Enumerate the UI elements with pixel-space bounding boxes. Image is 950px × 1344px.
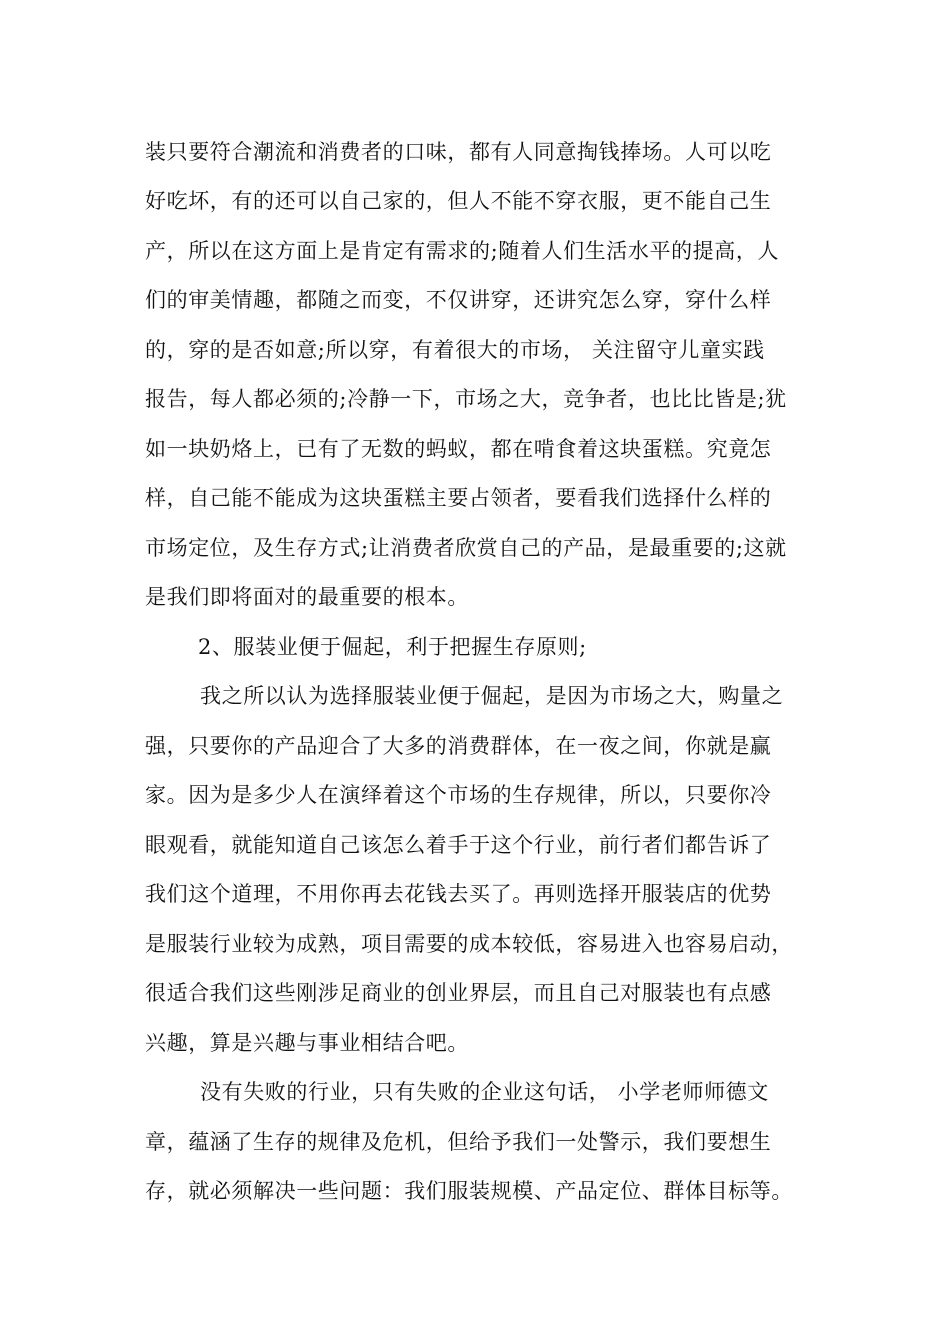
body-text-line: 我之所以认为选择服装业便于倔起，是因为市场之大，购量之 [200, 684, 784, 708]
body-text-line: 市场定位，及生存方式;让消费者欣赏自己的产品，是最重要的;这就 [145, 536, 787, 560]
body-text-line: 家。因为是多少人在演绎着这个市场的生存规律，所以，只要你冷 [145, 783, 772, 807]
body-text-line: 眼观看，就能知道自己该怎么着手于这个行业，前行者们都告诉了 [145, 833, 772, 857]
body-text-line: 是服装行业较为成熟，项目需要的成本较低，容易进入也容易启动， [145, 932, 793, 956]
body-text-line: 我们这个道理，不用你再去花钱去买了。再则选择开服装店的优势 [145, 882, 772, 906]
body-text-line: 的，穿的是否如意;所以穿，有着很大的市场， 关注留守儿童实践 [145, 338, 765, 362]
body-text-line: 好吃坏，有的还可以自己家的，但人不能不穿衣服，更不能自己生 [145, 189, 772, 213]
body-text-line: 很适合我们这些刚涉足商业的创业界层，而且自己对服装也有点感 [145, 981, 772, 1005]
body-text-line: 没有失败的行业，只有失败的企业这句话， 小学老师师德文 [200, 1080, 769, 1104]
body-text-line: 们的审美情趣，都随之而变，不仅讲穿，还讲究怎么穿，穿什么样 [145, 288, 772, 312]
body-text-line: 存，就必须解决一些问题：我们服装规模、产品定位、群体目标等。 [145, 1179, 793, 1203]
body-text-line: 章，蕴涵了生存的规律及危机，但给予我们一处警示，我们要想生 [145, 1130, 772, 1154]
body-text-line: 强，只要你的产品迎合了大多的消费群体，在一夜之间，你就是赢 [145, 734, 772, 758]
body-text-line: 样，自己能不能成为这块蛋糕主要占领者，要看我们选择什么样的 [145, 486, 772, 510]
body-text-line: 产，所以在这方面上是肯定有需求的;随着人们生活水平的提高，人 [145, 239, 780, 263]
section-heading: 2、服装业便于倔起，利于把握生存原则; [198, 635, 587, 659]
body-text-line: 是我们即将面对的最重要的根本。 [145, 585, 469, 609]
body-text-line: 装只要符合潮流和消费者的口味，都有人同意掏钱捧场。人可以吃 [145, 140, 772, 164]
body-text-line: 如一块奶烙上，已有了无数的蚂蚁，都在啃食着这块蛋糕。究竟怎 [145, 437, 772, 461]
body-text-line: 报告，每人都必须的;冷静一下，市场之大，竞争者，也比比皆是;犹 [145, 387, 787, 411]
body-text-line: 兴趣，算是兴趣与事业相结合吧。 [145, 1031, 469, 1055]
